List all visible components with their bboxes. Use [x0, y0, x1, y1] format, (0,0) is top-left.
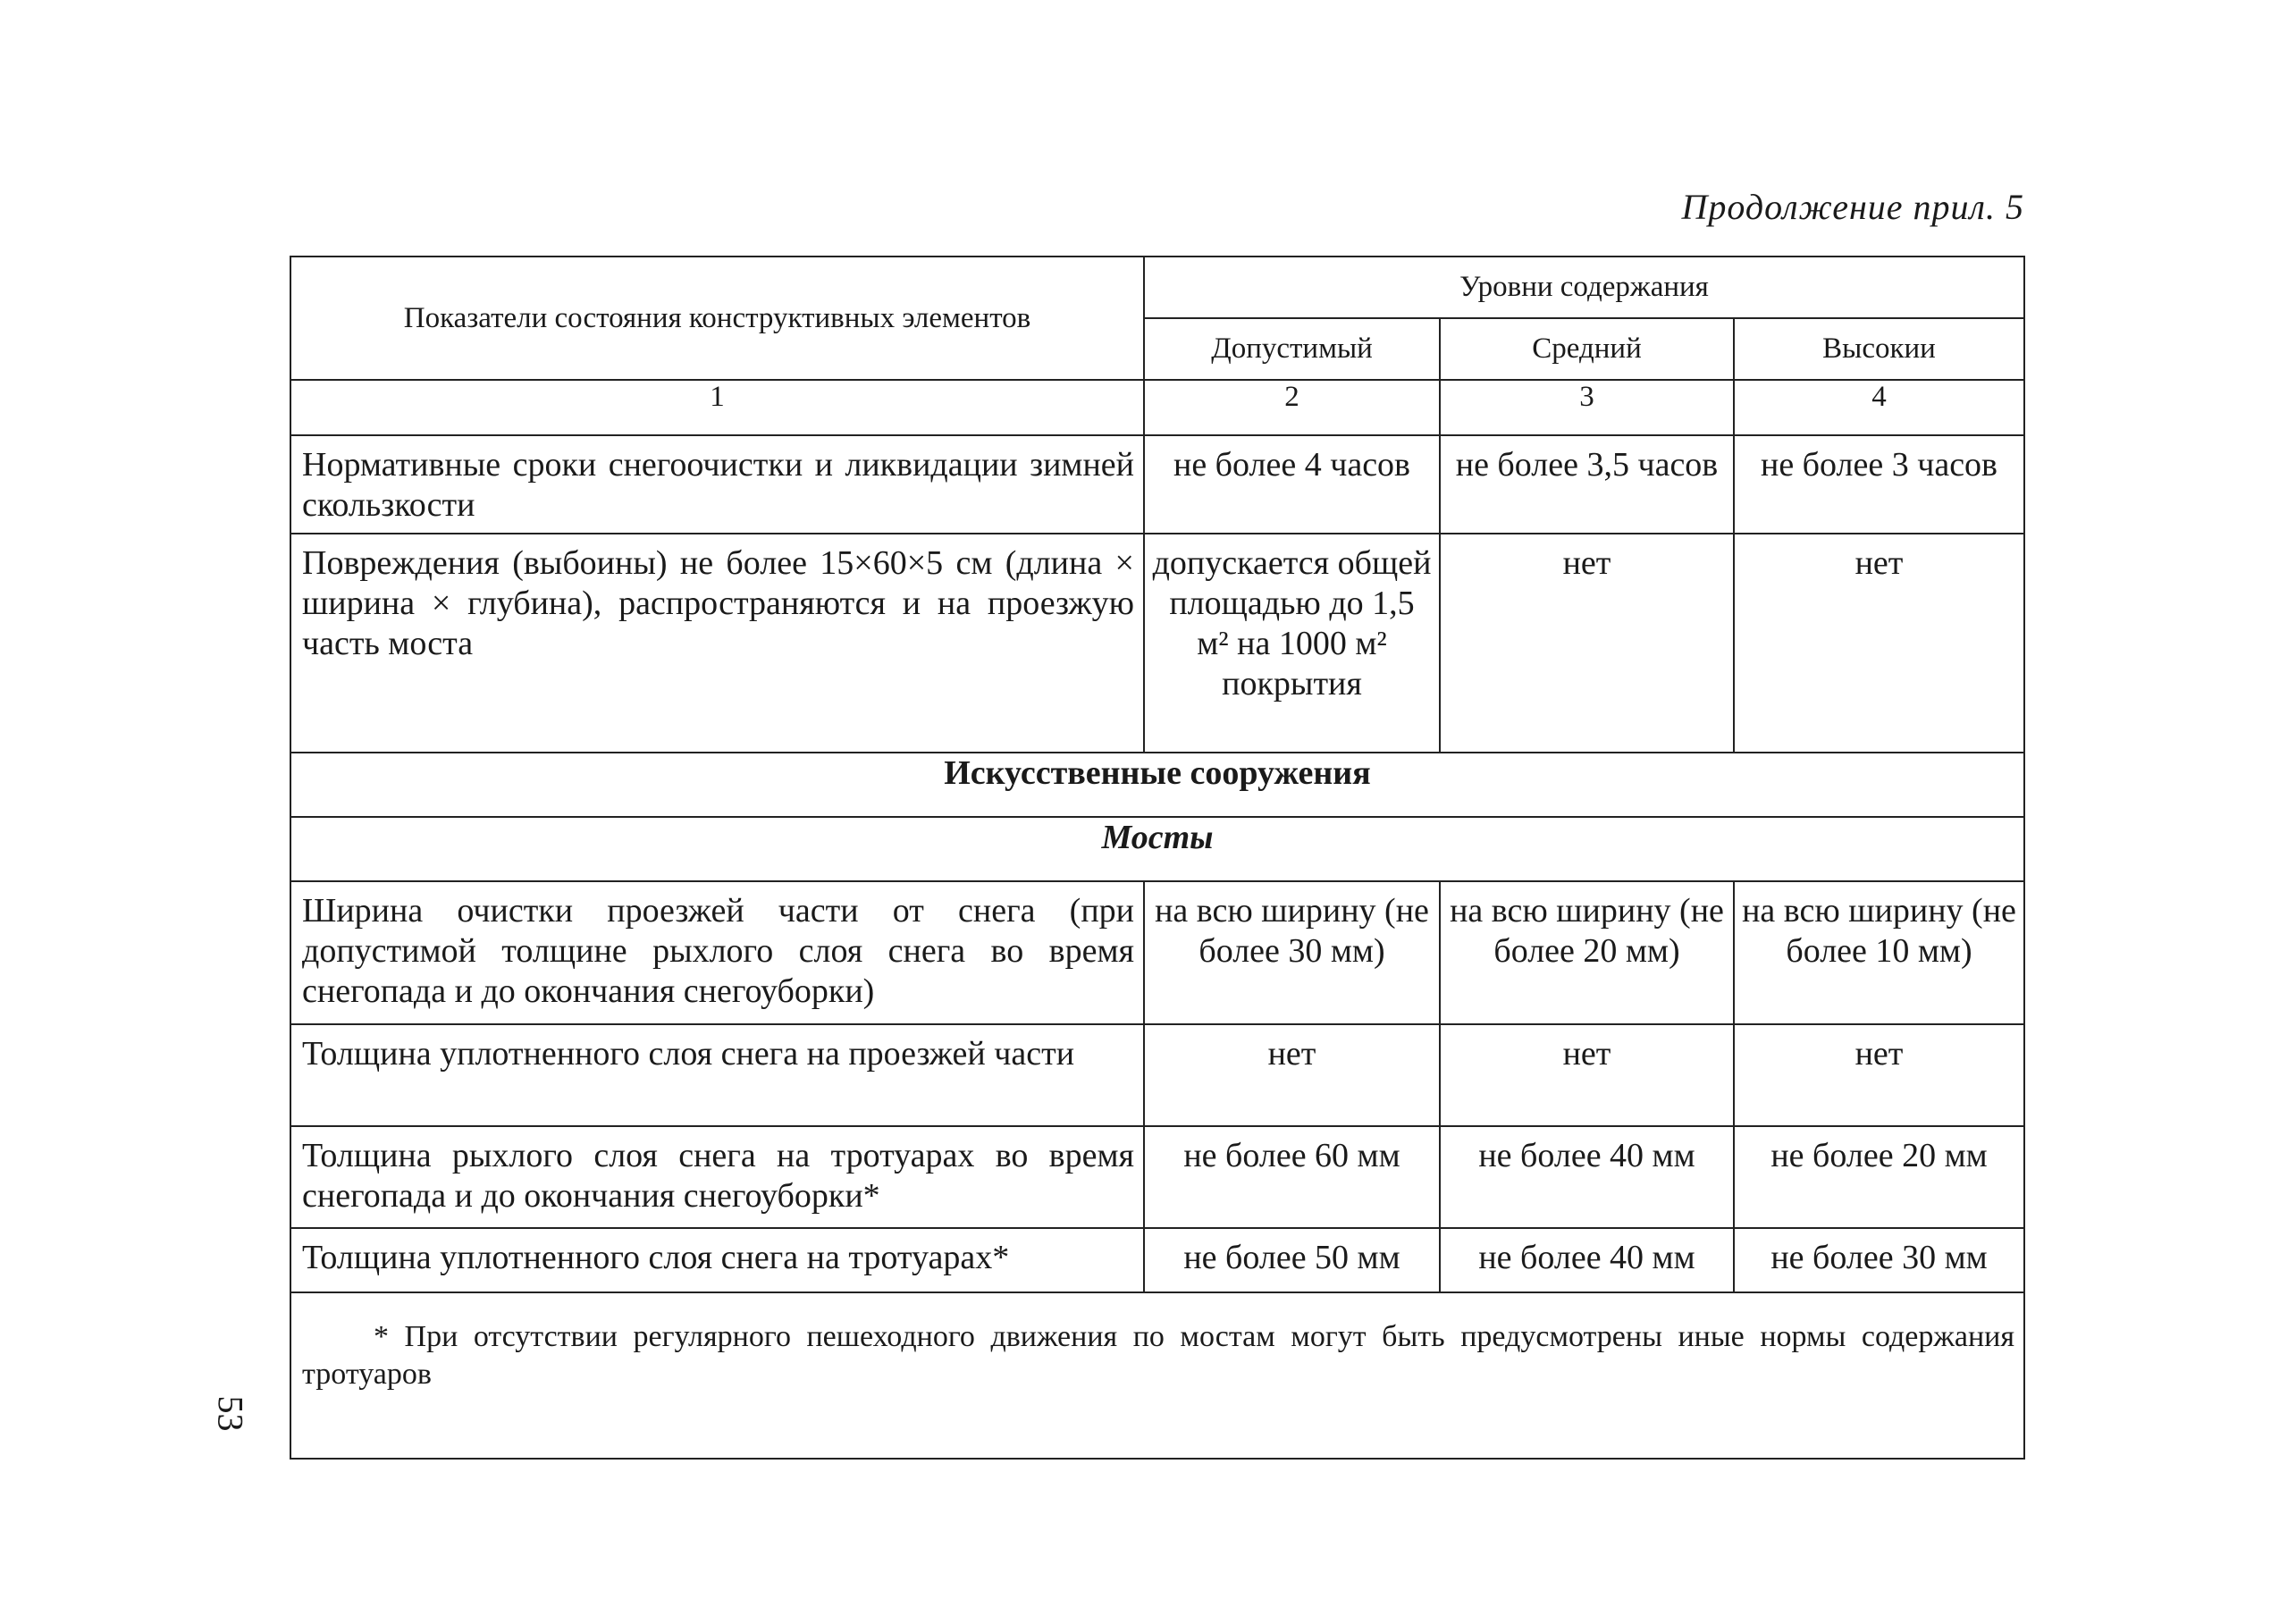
page-number: 53 — [210, 1395, 251, 1432]
row-value-allowable: на всю ширину (не более 30 мм) — [1144, 881, 1440, 1024]
section-row — [290, 753, 2024, 817]
table-row — [290, 1228, 2024, 1292]
column-number: 1 — [290, 380, 1144, 435]
row-value-high: нет — [1734, 1024, 2024, 1126]
table-row — [290, 881, 2024, 1024]
row-value-medium: нет — [1440, 534, 1734, 753]
table-row — [290, 435, 2024, 534]
header-row-top — [290, 257, 2024, 318]
subsection-title: Мосты — [290, 817, 2024, 881]
table-row — [290, 1024, 2024, 1126]
levels-header: Уровни содержания — [1144, 257, 2024, 318]
row-value-allowable: не более 50 мм — [1144, 1228, 1440, 1292]
level-header-medium: Средний — [1440, 318, 1734, 380]
row-label: Повреждения (выбоины) не более 15×60×5 см (длина × ширина × глубина), распространяются и на проезжую часть моста — [290, 534, 1144, 753]
row-value-high: не более 20 мм — [1734, 1126, 2024, 1228]
row-value-high: не более 3 часов — [1734, 435, 2024, 534]
footnote-row — [290, 1292, 2024, 1459]
row-value-medium: нет — [1440, 1024, 1734, 1126]
row-value-allowable: не более 60 мм — [1144, 1126, 1440, 1228]
row-value-high: нет — [1734, 534, 2024, 753]
row-label: Толщина рыхлого слоя снега на тротуарах во время снегопада и до окончания снегоуборки* — [290, 1126, 1144, 1228]
indicators-header: Показатели состояния конструктивных элементов — [290, 257, 1144, 380]
row-value-medium: на всю ширину (не более 20 мм) — [1440, 881, 1734, 1024]
level-header-high: Высокии — [1734, 318, 2024, 380]
level-header-allowable: Допустимый — [1144, 318, 1440, 380]
page-header: Продолжение прил. 5 — [1681, 187, 2024, 227]
footnote: * При отсутствии регулярного пешеходного движения по мостам могут быть предусмотрены иные нормы содержания тротуаров — [290, 1292, 2024, 1459]
standards-table — [290, 256, 2025, 1460]
section-title: Искусственные сооружения — [290, 753, 2024, 817]
column-number-row — [290, 380, 2024, 435]
column-number: 3 — [1440, 380, 1734, 435]
column-number: 4 — [1734, 380, 2024, 435]
row-label: Толщина уплотненного слоя снега на проезжей части — [290, 1024, 1144, 1126]
table-row — [290, 1126, 2024, 1228]
row-label: Толщина уплотненного слоя снега на тротуарах* — [290, 1228, 1144, 1292]
row-value-high: не более 30 мм — [1734, 1228, 2024, 1292]
row-value-high: на всю ширину (не более 10 мм) — [1734, 881, 2024, 1024]
row-value-allowable: не более 4 часов — [1144, 435, 1440, 534]
row-value-allowable: допускается общей площадью до 1,5 м² на 1000 м² покрытия — [1144, 534, 1440, 753]
table-row — [290, 534, 2024, 753]
row-label: Ширина очистки проезжей части от снега (при допустимой толщине рыхлого слоя снега во время снегопада и до окончания снегоуборки) — [290, 881, 1144, 1024]
row-value-medium: не более 40 мм — [1440, 1126, 1734, 1228]
row-label: Нормативные сроки снегоочистки и ликвидации зимней скользкости — [290, 435, 1144, 534]
column-number: 2 — [1144, 380, 1440, 435]
row-value-medium: не более 3,5 часов — [1440, 435, 1734, 534]
subsection-row — [290, 817, 2024, 881]
row-value-medium: не более 40 мм — [1440, 1228, 1734, 1292]
row-value-allowable: нет — [1144, 1024, 1440, 1126]
